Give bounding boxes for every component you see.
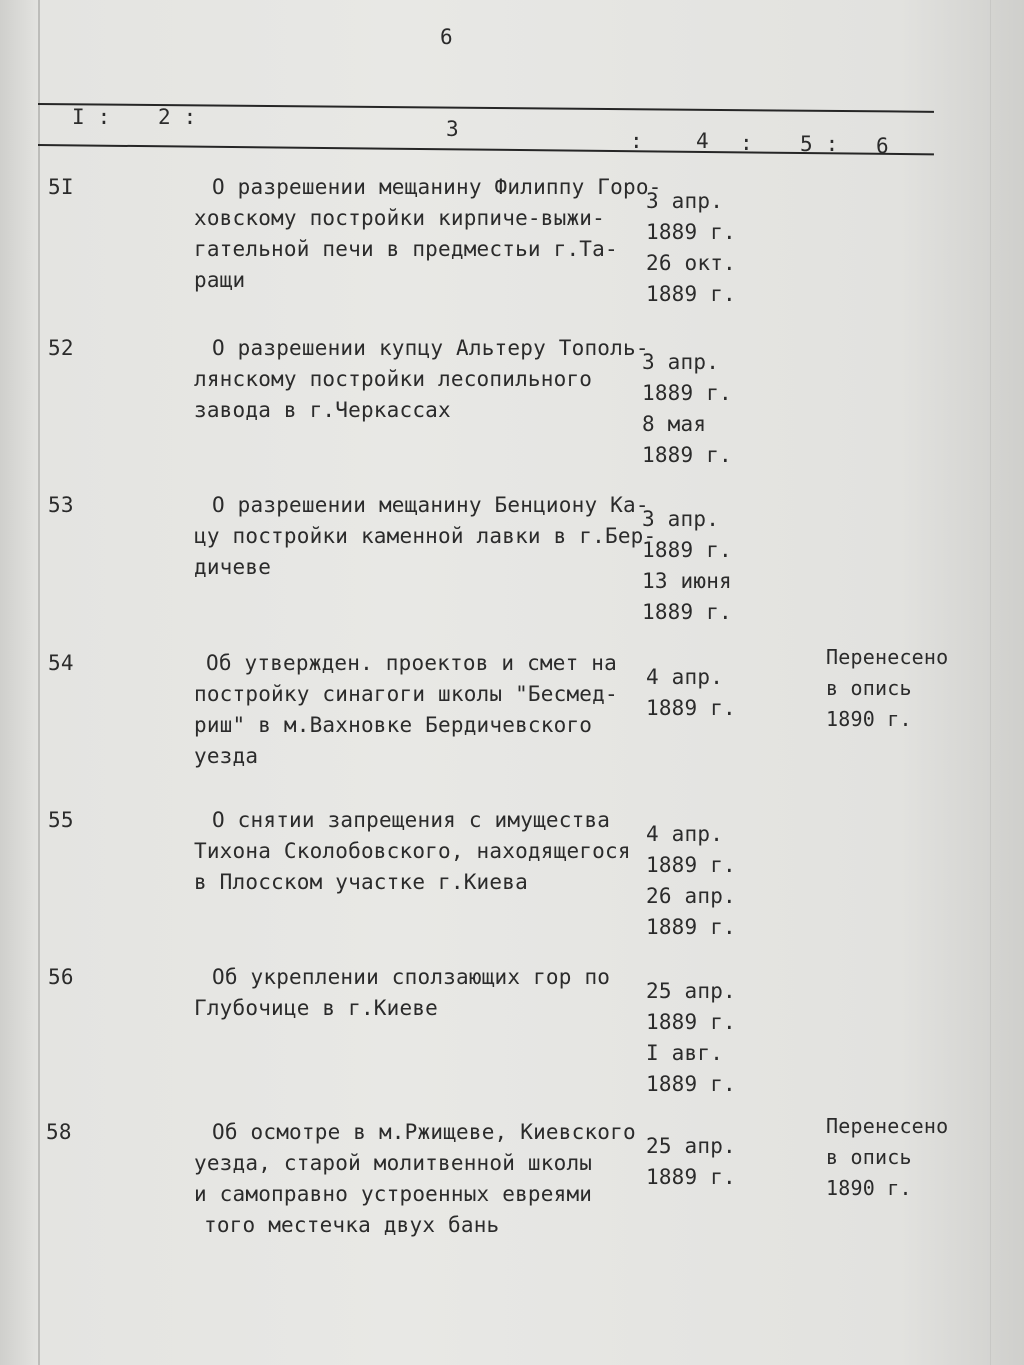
date-line: 1889 г. bbox=[646, 220, 736, 244]
page-edge bbox=[990, 0, 991, 1365]
header-sep2: : bbox=[740, 131, 753, 155]
date-line: 25 апр. bbox=[646, 979, 736, 1003]
subject-line: Глубочице в г.Киеве bbox=[194, 996, 439, 1020]
date-line: 1889 г. bbox=[642, 381, 732, 405]
subject-line: и самоправно устроенных евреями bbox=[194, 1182, 593, 1206]
date-line: 26 апр. bbox=[646, 884, 736, 908]
row-number: 53 bbox=[48, 493, 74, 517]
subject-line: Тихона Сколобовского, находящегося bbox=[194, 839, 631, 863]
date-line: 3 апр. bbox=[646, 189, 724, 213]
subject-line: постройку синагоги школы "Бесмед- bbox=[194, 682, 618, 706]
header-col3: 3 bbox=[446, 117, 459, 141]
header-sep: : bbox=[630, 129, 643, 153]
row-number: 56 bbox=[48, 965, 74, 989]
date-line: 1889 г. bbox=[642, 538, 732, 562]
date-line: 8 мая bbox=[642, 412, 707, 436]
date-line: 1889 г. bbox=[642, 443, 732, 467]
subject-line: уезда, старой молитвенной школы bbox=[194, 1151, 593, 1175]
date-line: 4 апр. bbox=[646, 665, 724, 689]
subject-line: того местечка двух бань bbox=[204, 1213, 500, 1237]
row-number: 5I bbox=[48, 175, 74, 199]
page-fold bbox=[38, 0, 40, 1365]
subject-line: О снятии запрещения с имущества bbox=[212, 808, 611, 832]
header-col6: 6 bbox=[876, 134, 889, 158]
header-col2: 2 : bbox=[158, 105, 197, 129]
subject-line: Об укреплении сползающих гор по bbox=[212, 965, 611, 989]
row-number: 58 bbox=[46, 1120, 72, 1144]
date-line: I авг. bbox=[646, 1041, 724, 1065]
subject-line: ращи bbox=[194, 268, 246, 292]
subject-line: завода в г.Черкассах bbox=[194, 398, 451, 422]
subject-line: гательной печи в предместьи г.Та- bbox=[194, 237, 618, 261]
date-line: 25 апр. bbox=[646, 1134, 736, 1158]
note-line: 1890 г. bbox=[826, 1176, 912, 1200]
note-line: 1890 г. bbox=[826, 707, 912, 731]
subject-line: ховскому постройки кирпиче-выжи- bbox=[194, 206, 605, 230]
date-line: 1889 г. bbox=[646, 853, 736, 877]
date-line: 1889 г. bbox=[646, 1165, 736, 1189]
subject-line: Об осмотре в м.Ржищеве, Киевского bbox=[212, 1120, 636, 1144]
note-line: в опись bbox=[826, 676, 912, 700]
date-line: 1889 г. bbox=[646, 1010, 736, 1034]
subject-line: О разрешении мещанину Филиппу Горо- bbox=[212, 175, 662, 199]
subject-line: Об утвержден. проектов и смет на bbox=[206, 651, 617, 675]
date-line: 1889 г. bbox=[646, 282, 736, 306]
date-line: 3 апр. bbox=[642, 350, 720, 374]
note-line: Перенесено bbox=[826, 1114, 949, 1138]
row-number: 54 bbox=[48, 651, 74, 675]
subject-line: О разрешении купцу Альтеру Тополь- bbox=[212, 336, 649, 360]
date-line: 3 апр. bbox=[642, 507, 720, 531]
subject-line: лянскому постройки лесопильного bbox=[194, 367, 593, 391]
header-col1: I : bbox=[72, 105, 111, 129]
header-col4: 4 bbox=[696, 129, 709, 153]
date-line: 13 июня bbox=[642, 569, 732, 593]
date-line: 1889 г. bbox=[646, 1072, 736, 1096]
note-line: Перенесено bbox=[826, 645, 949, 669]
date-line: 4 апр. bbox=[646, 822, 724, 846]
row-number: 52 bbox=[48, 336, 74, 360]
date-line: 26 окт. bbox=[646, 251, 736, 275]
subject-line: дичеве bbox=[194, 555, 272, 579]
subject-line: О разрешении мещанину Бенциону Ка- bbox=[212, 493, 649, 517]
subject-line: в Плосском участке г.Киева bbox=[194, 870, 528, 894]
subject-line: уезда bbox=[194, 744, 259, 768]
date-line: 1889 г. bbox=[642, 600, 732, 624]
date-line: 1889 г. bbox=[646, 696, 736, 720]
note-line: в опись bbox=[826, 1145, 912, 1169]
header-col5: 5 : bbox=[800, 132, 839, 156]
row-number: 55 bbox=[48, 808, 74, 832]
subject-line: цу постройки каменной лавки в г.Бер- bbox=[194, 524, 657, 548]
page-number: 6 bbox=[440, 25, 453, 49]
date-line: 1889 г. bbox=[646, 915, 736, 939]
subject-line: риш" в м.Вахновке Бердичевского bbox=[194, 713, 593, 737]
